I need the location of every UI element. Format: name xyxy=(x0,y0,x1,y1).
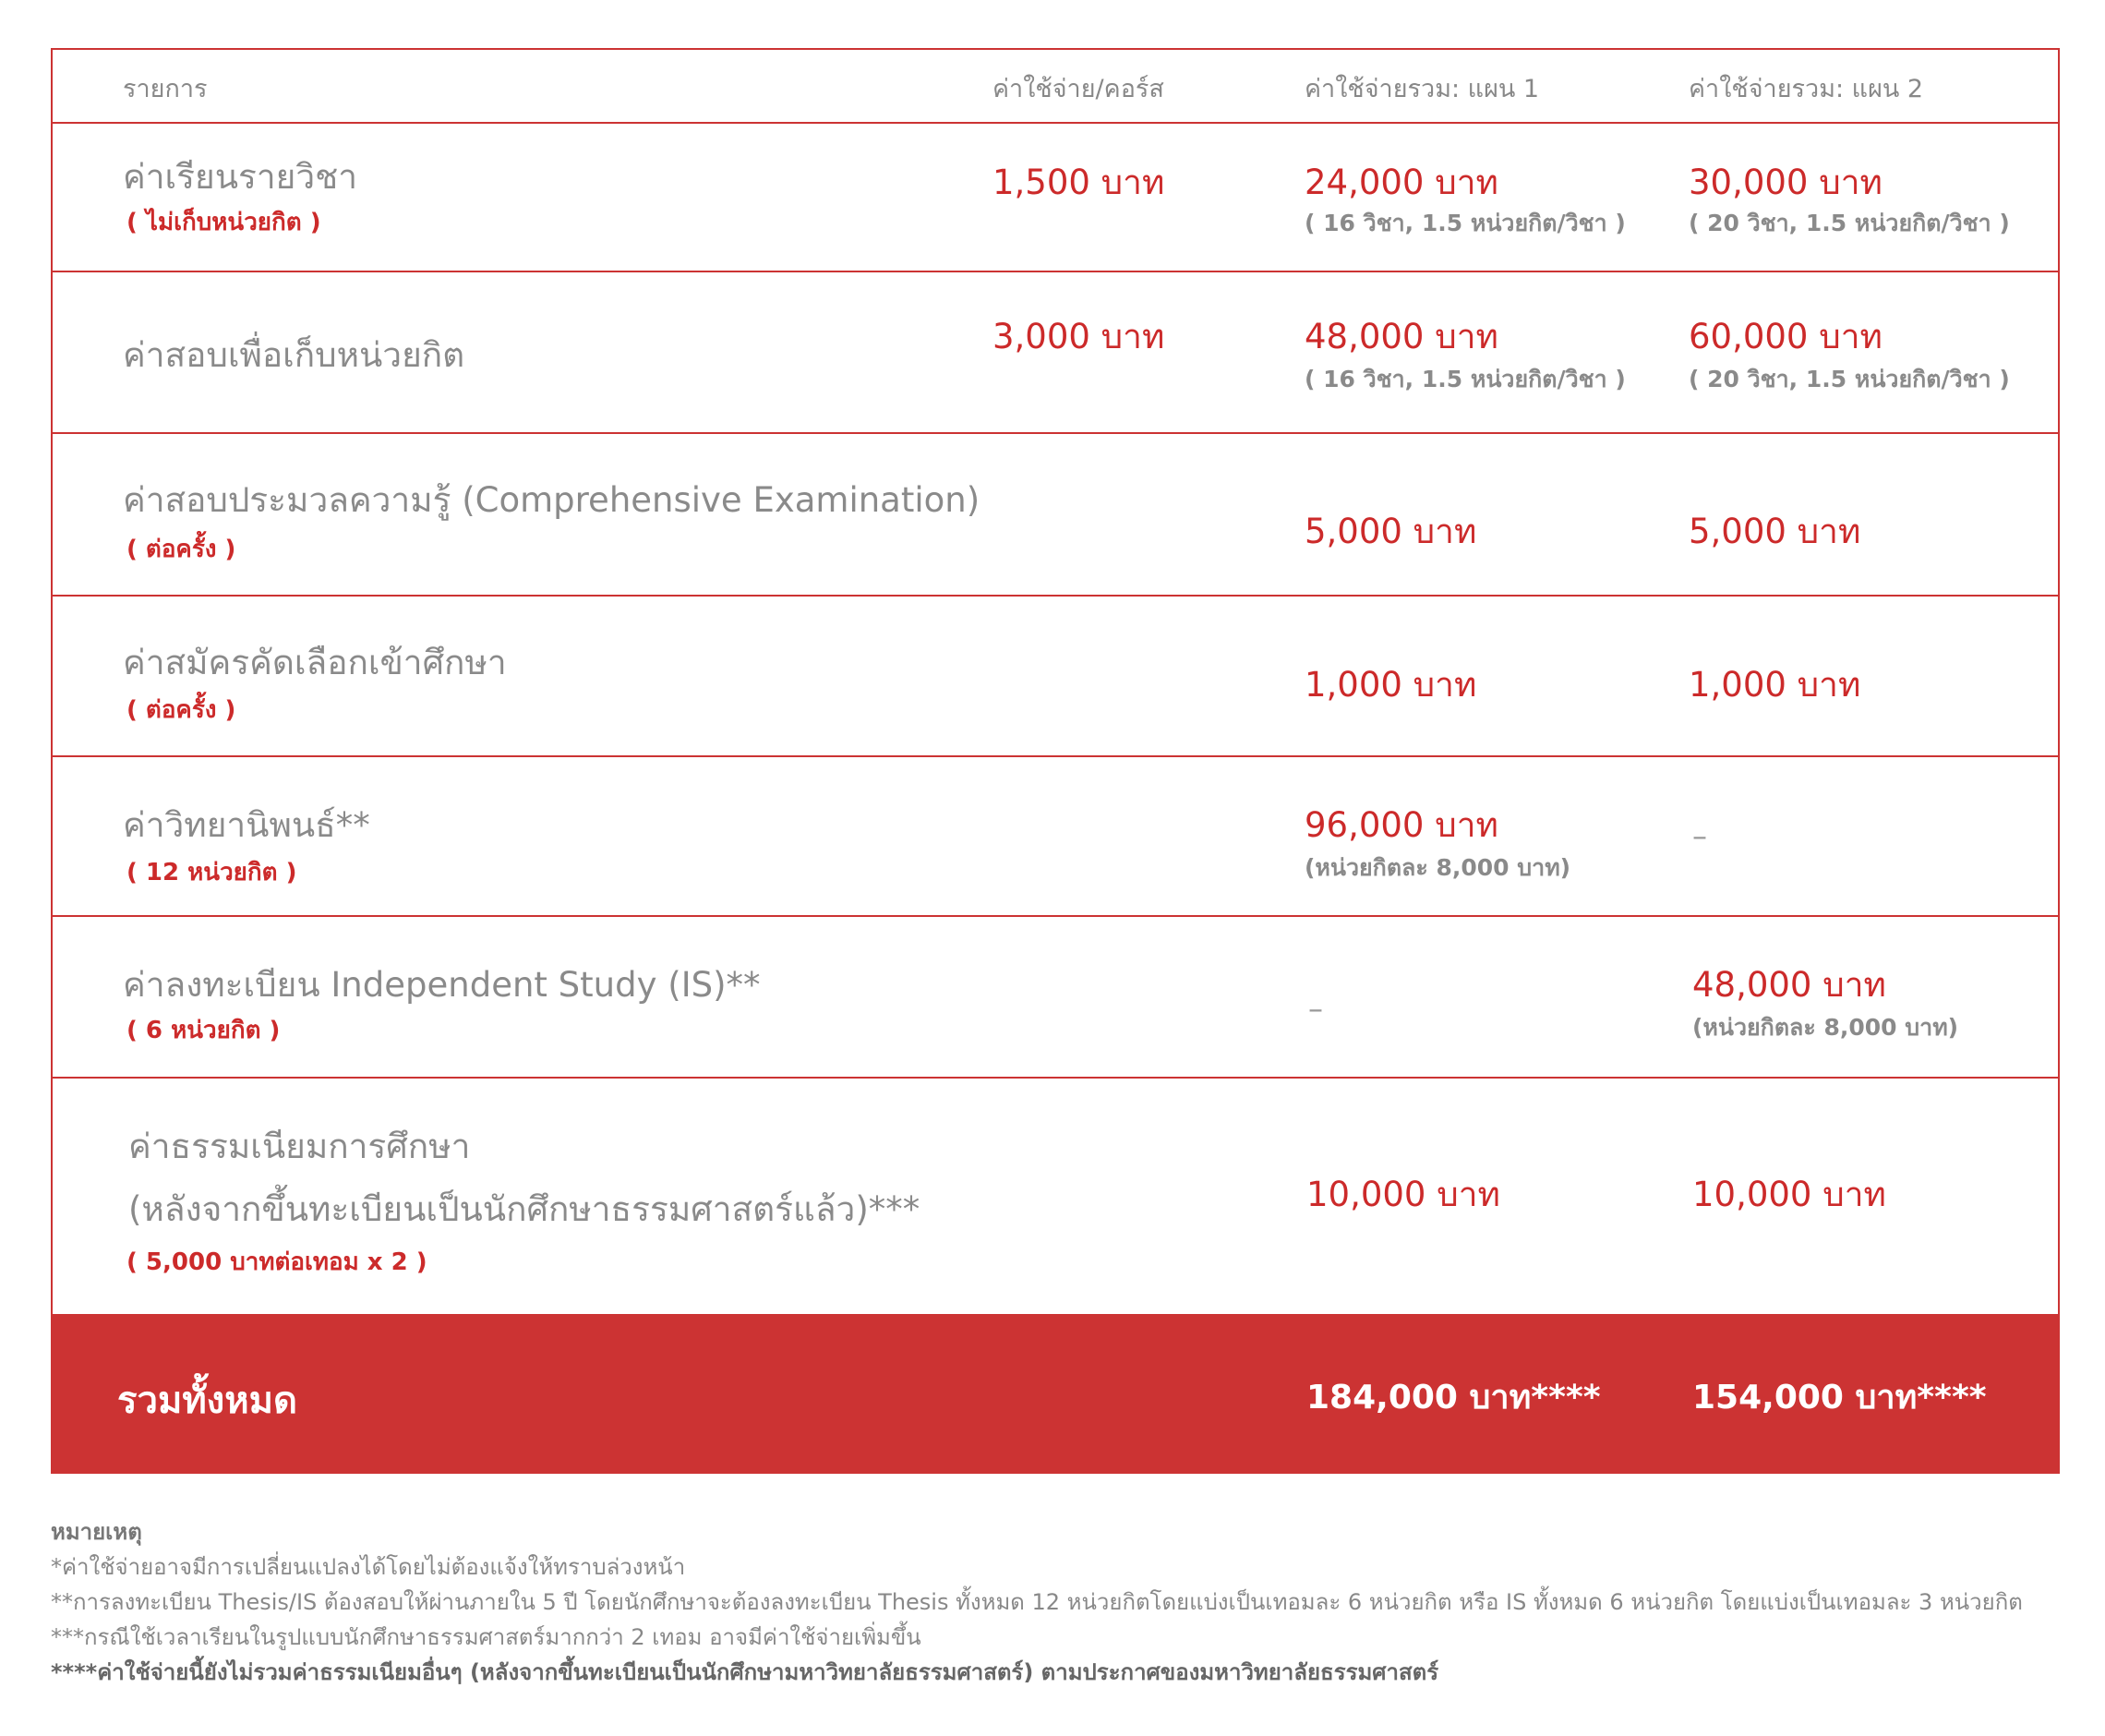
plan1-note: ( 16 วิชา, 1.5 หน่วยกิต/วิชา ) xyxy=(1305,210,1626,236)
header-item: รายการ xyxy=(123,75,208,103)
table-row xyxy=(53,272,2058,434)
table-row xyxy=(53,124,2058,272)
row-title: ค่าสมัครคัดเลือกเข้าศึกษา xyxy=(123,643,507,682)
table-row xyxy=(53,1079,2058,1314)
plan1-dash: – xyxy=(1308,991,1323,1026)
row-subtitle: ( 12 หน่วยกิต ) xyxy=(126,859,297,886)
row-title: ค่าวิทยานิพนธ์** xyxy=(123,805,370,845)
row-subtitle: ( ไม่เก็บหน่วยกิต ) xyxy=(126,209,321,236)
header-plan1: ค่าใช้จ่ายรวม: แผน 1 xyxy=(1305,75,1540,103)
plan1-amount: 1,000 บาท xyxy=(1305,665,1477,705)
per-course-amount: 1,500 บาท xyxy=(992,163,1165,202)
notes-title: หมายเหตุ xyxy=(51,1519,142,1545)
total-label: รวมทั้งหมด xyxy=(117,1380,297,1422)
plan2-dash: – xyxy=(1692,818,1707,853)
total-plan2: 154,000 บาท**** xyxy=(1692,1379,1987,1417)
note-line: *ค่าใช้จ่ายอาจมีการเปลี่ยนแปลงได้โดยไม่ต้องแจ้งให้ทราบล่วงหน้า xyxy=(51,1554,686,1580)
table-header xyxy=(53,50,2058,124)
note-line: ***กรณีใช้เวลาเรียนในรูปแบบนักศึกษาธรรมศาสตร์มากกว่า 2 เทอม อาจมีค่าใช้จ่ายเพิ่มขึ้น xyxy=(51,1624,921,1650)
plan1-amount: 96,000 บาท xyxy=(1305,805,1498,845)
table-row xyxy=(53,434,2058,597)
plan2-amount: 30,000 บาท xyxy=(1689,163,1882,202)
row-title: ค่าสอบประมวลความรู้ (Comprehensive Examination) xyxy=(123,480,980,520)
row-title: ค่าธรรมเนียมการศึกษา xyxy=(128,1127,471,1166)
per-course-amount: 3,000 บาท xyxy=(992,317,1165,356)
row-subtitle: ( 6 หน่วยกิต ) xyxy=(126,1017,281,1044)
plan1-note: ( 16 วิชา, 1.5 หน่วยกิต/วิชา ) xyxy=(1305,366,1626,392)
row-title-line2: (หลังจากขึ้นทะเบียนเป็นนักศึกษาธรรมศาสตร์แล้ว)*** xyxy=(128,1189,920,1229)
fee-table xyxy=(51,48,2060,1316)
plan2-amount: 1,000 บาท xyxy=(1689,665,1861,705)
plan2-note: (หน่วยกิตละ 8,000 บาท) xyxy=(1692,1014,1959,1041)
note-line: ****ค่าใช้จ่ายนี้ยังไม่รวมค่าธรรมเนียมอื่นๆ (หลังจากขึ้นทะเบียนเป็นนักศึกษามหาวิทยาลัยธรรมศาสตร์) ตามประกาศของมหาวิทยาลัยธรรมศาสตร์ xyxy=(51,1659,1439,1685)
notes-section xyxy=(51,1514,2023,1690)
row-subtitle: ( ต่อครั้ง ) xyxy=(126,536,236,563)
plan2-amount: 60,000 บาท xyxy=(1689,317,1882,356)
row-title: ค่าลงทะเบียน Independent Study (IS)** xyxy=(123,965,761,1005)
table-row xyxy=(53,917,2058,1079)
table-row xyxy=(53,757,2058,917)
plan1-note: (หน่วยกิตละ 8,000 บาท) xyxy=(1305,854,1571,881)
total-plan1: 184,000 บาท**** xyxy=(1306,1379,1601,1417)
row-subtitle: ( 5,000 บาทต่อเทอม x 2 ) xyxy=(126,1248,427,1276)
table-row xyxy=(53,597,2058,757)
plan2-note: ( 20 วิชา, 1.5 หน่วยกิต/วิชา ) xyxy=(1689,210,2010,236)
plan1-amount: 10,000 บาท xyxy=(1306,1175,1500,1214)
plan1-amount: 24,000 บาท xyxy=(1305,163,1498,202)
plan2-amount: 5,000 บาท xyxy=(1689,512,1861,551)
plan1-amount: 48,000 บาท xyxy=(1305,317,1498,356)
plan1-amount: 5,000 บาท xyxy=(1305,512,1477,551)
header-per-course: ค่าใช้จ่าย/คอร์ส xyxy=(992,75,1164,103)
row-title: ค่าสอบเพื่อเก็บหน่วยกิต xyxy=(123,335,465,375)
plan2-amount: 48,000 บาท xyxy=(1692,965,1886,1005)
total-row xyxy=(51,1315,2060,1474)
note-line: **การลงทะเบียน Thesis/IS ต้องสอบให้ผ่านภายใน 5 ปี โดยนักศึกษาจะต้องลงทะเบียน Thesis ทั้งหมด 12 หน่วยกิตโดยแบ่งเป็นเทอมละ 6 หน่วยกิต หรือ IS ทั้งหมด 6 หน่วยกิต โดยแบ่งเป็นเทอมละ 3 หน่วยกิต xyxy=(51,1589,2023,1615)
row-subtitle: ( ต่อครั้ง ) xyxy=(126,696,236,724)
plan2-amount: 10,000 บาท xyxy=(1692,1175,1886,1214)
header-plan2: ค่าใช้จ่ายรวม: แผน 2 xyxy=(1689,75,1924,103)
plan2-note: ( 20 วิชา, 1.5 หน่วยกิต/วิชา ) xyxy=(1689,366,2010,392)
row-title: ค่าเรียนรายวิชา xyxy=(123,157,358,197)
